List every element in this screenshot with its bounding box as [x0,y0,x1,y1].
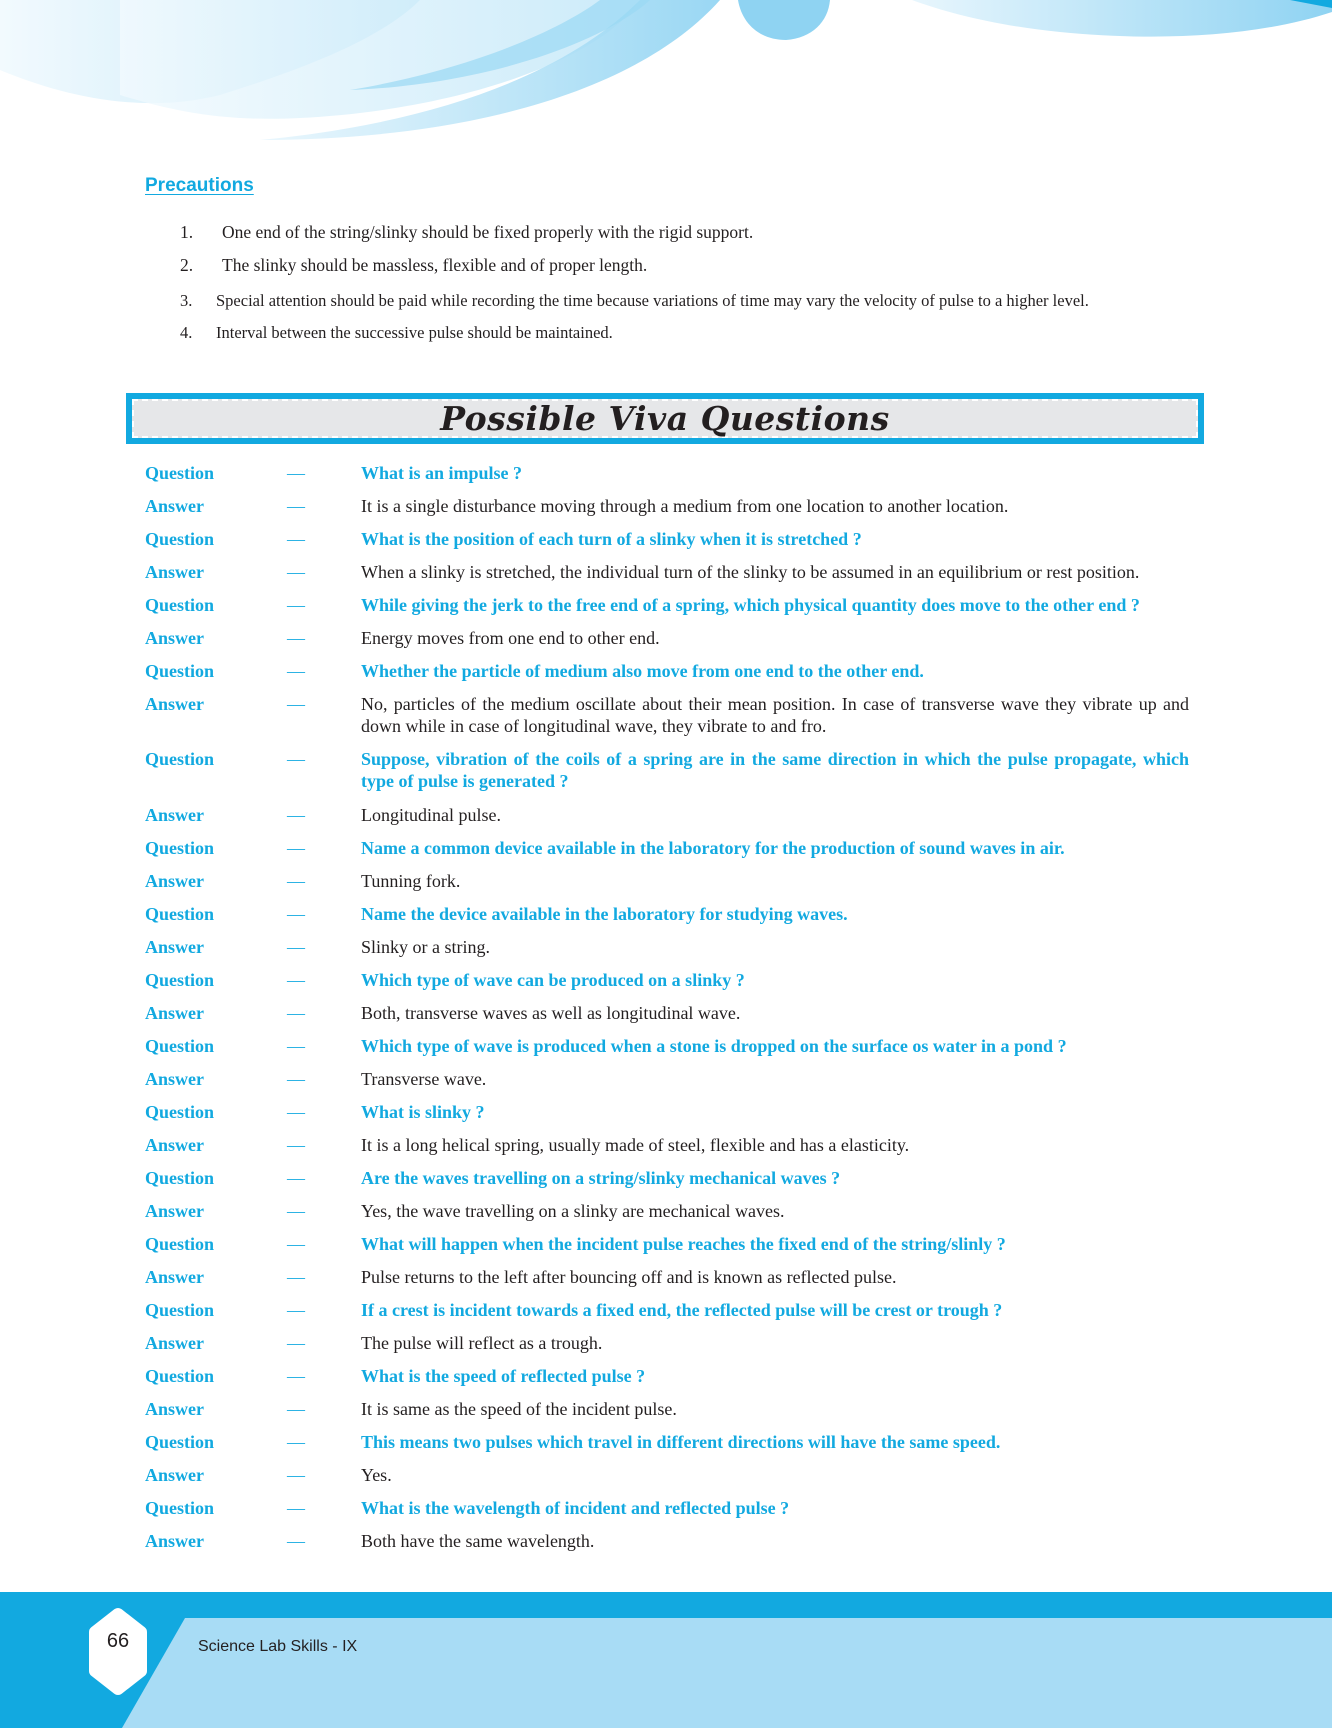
answer-text: Transverse wave. [361,1069,487,1089]
answer-text: Both have the same wavelength. [361,1531,595,1551]
question-text: What is slinky ? [361,1102,485,1122]
separator-dash: — [287,1531,305,1551]
answer-label: Answer [145,1399,204,1419]
separator-dash: — [287,1102,305,1122]
separator-dash: — [287,1069,305,1089]
question-text: Which type of wave can be produced on a slinky ? [361,970,745,990]
question-label: Question [145,1366,215,1386]
answer-text: Energy moves from one end to other end. [361,628,660,648]
question-label: Question [145,749,215,769]
precaution-number: 3. [180,291,193,310]
separator-dash: — [287,595,305,615]
separator-dash: — [287,871,305,891]
answer-label: Answer [145,694,204,714]
answer-label: Answer [145,1201,204,1221]
answer-text: It is a long helical spring, usually made of steel, flexible and has a elasticity. [361,1135,910,1155]
separator-dash: — [287,1465,305,1485]
question-text: If a crest is incident towards a fixed end, the reflected pulse will be crest or trough ? [361,1300,1003,1320]
question-label: Question [145,1036,215,1056]
viva-title: Possible Viva Questions [440,399,890,438]
page-number: 66 [106,1629,130,1652]
separator-dash: — [287,1366,305,1386]
answer-text: It is a single disturbance moving through a medium from one location to another location. [361,496,1009,516]
question-text: What is the position of each turn of a slinky when it is stretched ? [361,529,862,549]
answer-label: Answer [145,1465,204,1485]
question-label: Question [145,904,215,924]
question-text: While giving the jerk to the free end of a spring, which physical quantity does move to the other end ? [361,595,1140,615]
answer-text: When a slinky is stretched, the individual turn of the slinky to be assumed in an equilibrium or rest position. [361,562,1140,582]
separator-dash: — [287,1498,305,1518]
answer-label: Answer [145,1135,204,1155]
answer-text: Yes, the wave travelling on a slinky are mechanical waves. [361,1201,785,1221]
answer-label: Answer [145,496,204,516]
separator-dash: — [287,1333,305,1353]
separator-dash: — [287,1267,305,1287]
separator-dash: — [287,1300,305,1320]
question-text: Suppose, vibration of the coils of a spring are in the same direction in which the pulse propagate, which type of pulse is generated ? [361,749,1189,791]
answer-text: Both, transverse waves as well as longitudinal wave. [361,1003,741,1023]
answer-label: Answer [145,1531,204,1551]
question-label: Question [145,1498,215,1518]
answer-text: Pulse returns to the left after bouncing off and is known as reflected pulse. [361,1267,897,1287]
separator-dash: — [287,838,305,858]
precaution-text: The slinky should be massless, flexible and of proper length. [222,255,648,275]
precaution-number: 2. [180,255,194,275]
question-text: Whether the particle of medium also move from one end to the other end. [361,661,924,681]
question-text: Name the device available in the laboratory for studying waves. [361,904,848,924]
answer-text: No, particles of the medium oscillate about their mean position. In case of transverse wave they vibrate up and down while in case of longitudinal wave, they vibrate to and fro. [361,694,1189,736]
book-title: Science Lab Skills - IX [198,1638,358,1655]
answer-label: Answer [145,1069,204,1089]
separator-dash: — [287,1432,305,1452]
question-label: Question [145,463,215,483]
separator-dash: — [287,1135,305,1155]
precaution-text: Special attention should be paid while recording the time because variations of time may vary the velocity of pulse to a higher level. [216,291,1089,310]
question-label: Question [145,661,215,681]
question-label: Question [145,838,215,858]
question-label: Question [145,1432,215,1452]
question-text: This means two pulses which travel in different directions will have the same speed. [361,1432,1001,1452]
separator-dash: — [287,937,305,957]
answer-label: Answer [145,628,204,648]
answer-text: Slinky or a string. [361,937,490,957]
answer-text: Yes. [361,1465,392,1485]
answer-label: Answer [145,1333,204,1353]
question-label: Question [145,529,215,549]
separator-dash: — [287,1234,305,1254]
separator-dash: — [287,749,305,769]
separator-dash: — [287,1399,305,1419]
separator-dash: — [287,496,305,516]
answer-label: Answer [145,1003,204,1023]
separator-dash: — [287,1036,305,1056]
question-label: Question [145,1168,215,1188]
question-text: What is the speed of reflected pulse ? [361,1366,646,1386]
answer-label: Answer [145,1267,204,1287]
separator-dash: — [287,1201,305,1221]
separator-dash: — [287,628,305,648]
question-label: Question [145,1102,215,1122]
question-text: What will happen when the incident pulse reaches the fixed end of the string/slinly ? [361,1234,1006,1254]
viva-title-box [126,393,1204,444]
answer-text: It is same as the speed of the incident pulse. [361,1399,677,1419]
separator-dash: — [287,661,305,681]
separator-dash: — [287,562,305,582]
separator-dash: — [287,694,305,714]
question-label: Question [145,1234,215,1254]
separator-dash: — [287,805,305,825]
question-text: What is the wavelength of incident and reflected pulse ? [361,1498,790,1518]
question-label: Question [145,970,215,990]
question-text: Which type of wave is produced when a stone is dropped on the surface os water in a pond ? [361,1036,1067,1056]
footer-band [0,1592,1332,1728]
precaution-number: 1. [180,222,194,242]
precaution-text: One end of the string/slinky should be fixed properly with the rigid support. [222,222,754,242]
answer-text: Tunning fork. [361,871,461,891]
answer-text: The pulse will reflect as a trough. [361,1333,603,1353]
answer-label: Answer [145,805,204,825]
separator-dash: — [287,904,305,924]
precaution-number: 4. [180,323,193,342]
answer-label: Answer [145,871,204,891]
separator-dash: — [287,463,305,483]
question-text: Name a common device available in the laboratory for the production of sound waves in air. [361,838,1065,858]
answer-text: Longitudinal pulse. [361,805,501,825]
separator-dash: — [287,1168,305,1188]
precautions-heading: Precautions [145,175,254,196]
answer-label: Answer [145,937,204,957]
question-text: Are the waves travelling on a string/slinky mechanical waves ? [361,1168,841,1188]
answer-label: Answer [145,562,204,582]
header-decoration [0,0,1332,160]
separator-dash: — [287,970,305,990]
question-label: Question [145,1300,215,1320]
separator-dash: — [287,529,305,549]
precaution-text: Interval between the successive pulse should be maintained. [216,323,613,342]
question-text: What is an impulse ? [361,463,523,483]
separator-dash: — [287,1003,305,1023]
question-label: Question [145,595,215,615]
